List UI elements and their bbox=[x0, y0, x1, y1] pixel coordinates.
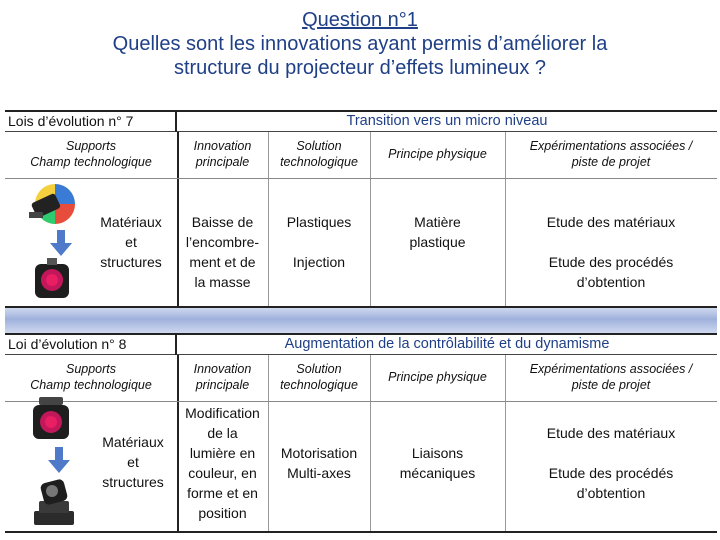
question-line-1: Quelles sont les innovations ayant permis d’améliorer la bbox=[112, 33, 608, 55]
experimentations-text: Etude des matériaux Etude des procédés d’obtention bbox=[546, 425, 676, 501]
header-solution: Solution technologique bbox=[280, 362, 358, 392]
principe-text: Liaisons mécaniques bbox=[399, 445, 476, 481]
column-headers bbox=[5, 133, 717, 179]
header-principe: Principe physique bbox=[388, 147, 487, 161]
moving-head-icon bbox=[29, 477, 79, 527]
principe-text: Matière plastique bbox=[409, 214, 466, 250]
solution-text: Plastiques Injection bbox=[286, 214, 352, 270]
header-experimentations: Expérimentations associées / piste de projet bbox=[529, 362, 693, 392]
header-experimentations: Expérimentations associées / piste de projet bbox=[529, 139, 693, 169]
law-label: Loi d’évolution n° 8 bbox=[5, 335, 177, 355]
domain-text: Matériaux et structures bbox=[102, 434, 164, 490]
projector-led-icon bbox=[29, 258, 75, 302]
domain-text: Matériaux et structures bbox=[100, 214, 162, 270]
question-number: Question n°1 bbox=[302, 9, 418, 31]
down-arrow-icon bbox=[48, 447, 70, 473]
header-principe: Principe physique bbox=[388, 370, 487, 384]
section-header bbox=[5, 112, 717, 132]
section-law-7 bbox=[5, 110, 717, 308]
innovation-text: Modification de la lumière en couleur, en forme et en position bbox=[185, 405, 260, 521]
down-arrow-icon bbox=[50, 230, 72, 256]
transition-label: Transition vers un micro niveau bbox=[346, 113, 548, 129]
section-header bbox=[5, 335, 717, 355]
projector-led-icon bbox=[27, 397, 75, 443]
transition-label: Augmentation de la contrôlabilité et du dynamisme bbox=[284, 336, 610, 352]
solution-text: Motorisation Multi-axes bbox=[280, 445, 358, 481]
section-law-8 bbox=[5, 333, 717, 533]
page-title bbox=[0, 8, 720, 80]
header-supports: Supports Champ technologique bbox=[30, 139, 152, 169]
experimentations-text: Etude des matériaux Etude des procédés d’obtention bbox=[546, 214, 676, 290]
header-solution: Solution technologique bbox=[280, 139, 358, 169]
header-innovation: Innovation principale bbox=[193, 139, 252, 169]
column-headers bbox=[5, 356, 717, 402]
header-innovation: Innovation principale bbox=[193, 362, 252, 392]
innovation-text: Baisse de l’encombre- ment et de la masse bbox=[185, 214, 260, 290]
law-label: Lois d’évolution n° 7 bbox=[5, 112, 177, 132]
header-supports: Supports Champ technologique bbox=[30, 362, 152, 392]
projector-color-wheel-icon bbox=[25, 182, 81, 228]
question-line-2: structure du projecteur d’effets lumineux ? bbox=[173, 57, 547, 79]
section-divider-band bbox=[5, 308, 717, 333]
